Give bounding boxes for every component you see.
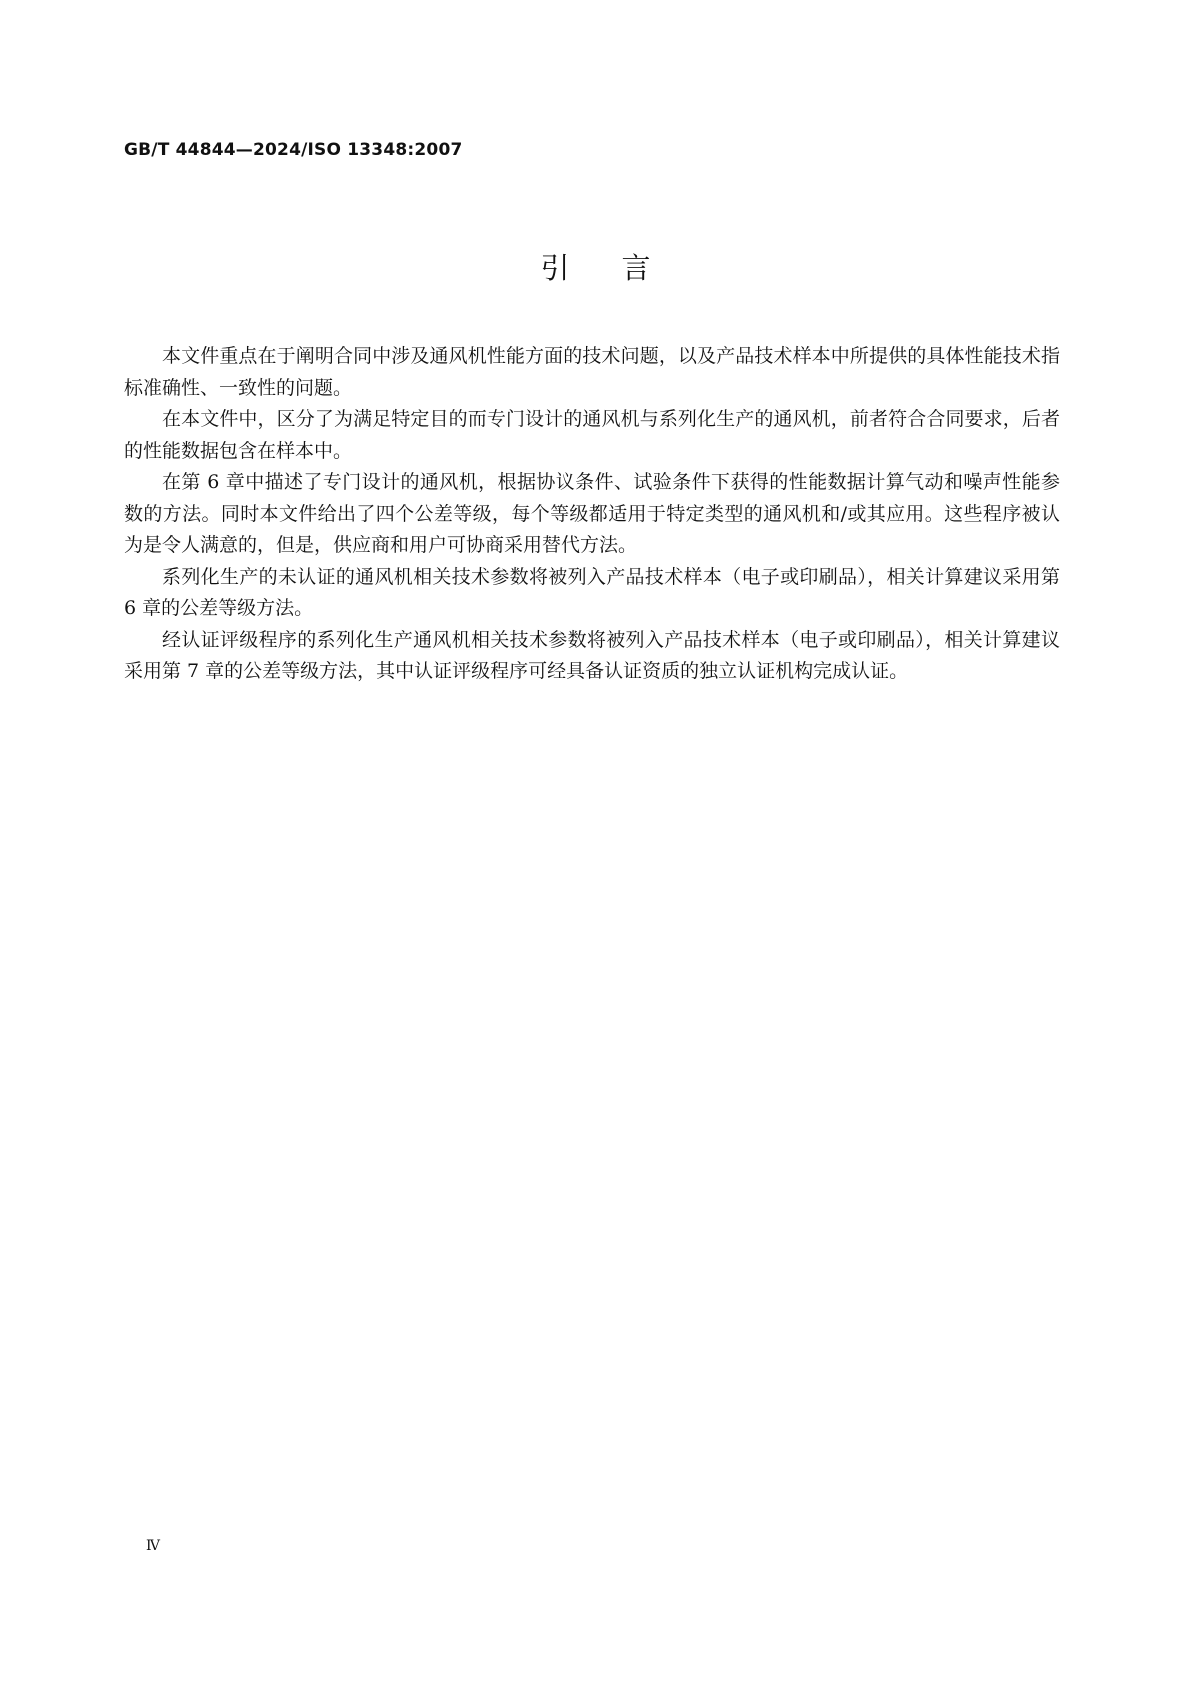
paragraph-4: 系列化生产的未认证的通风机相关技术参数将被列入产品技术样本（电子或印刷品），相关计算建议采用第 6 章的公差等级方法。: [124, 565, 1060, 619]
section-title: 引言: [540, 251, 703, 285]
paragraph-1: 本文件重点在于阐明合同中涉及通风机性能方面的技术问题，以及产品技术样本中所提供的具体性能技术指标准确性、一致性的问题。: [124, 345, 1060, 399]
paragraph-2: 在本文件中，区分了为满足特定目的而专门设计的通风机与系列化生产的通风机，前者符合合同要求，后者的性能数据包含在样本中。: [124, 408, 1060, 462]
paragraph-5: 经认证评级程序的系列化生产通风机相关技术参数将被列入产品技术样本（电子或印刷品），相关计算建议采用第 7 章的公差等级方法，其中认证评级程序可经具备认证资质的独立认证机构完成认证。: [124, 628, 1060, 682]
standard-number-header: GB/T 44844—2024/ISO 13348:2007: [124, 140, 463, 160]
page-number: Ⅳ: [146, 1538, 160, 1554]
paragraph-3: 在第 6 章中描述了专门设计的通风机，根据协议条件、试验条件下获得的性能数据计算气动和噪声性能参数的方法。同时本文件给出了四个公差等级，每个等级都适用于特定类型的通风机和/或其应用。这些程序被认为是令人满意的，但是，供应商和用户可协商采用替代方法。: [124, 471, 1060, 556]
introduction-body: [124, 341, 1060, 688]
